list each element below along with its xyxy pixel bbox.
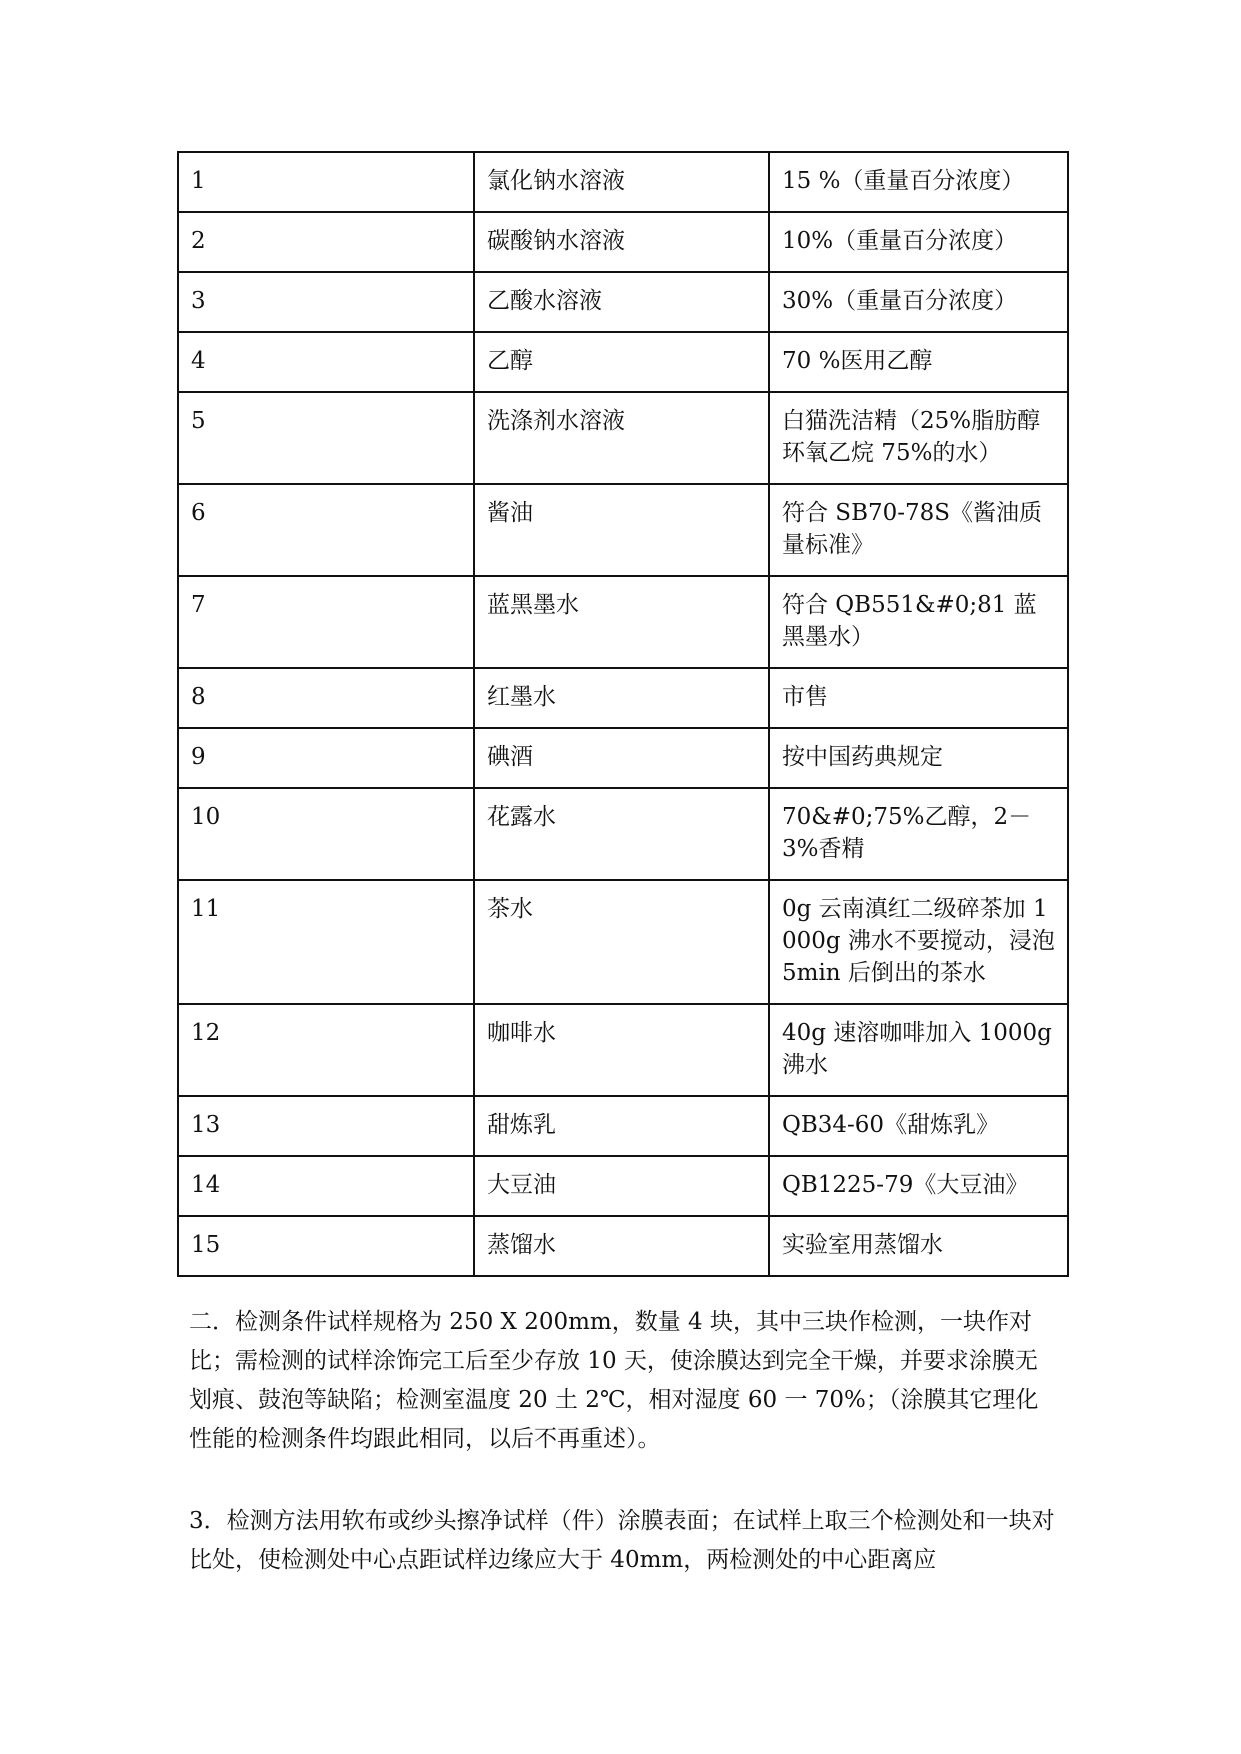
row-number-cell: 14 — [178, 1156, 474, 1216]
reagent-spec-cell: 白猫洗洁精（25%脂肪醇环氧乙烷 75%的水） — [769, 392, 1068, 484]
reagent-spec-cell: 30%（重量百分浓度） — [769, 272, 1068, 332]
reagent-name-cell: 花露水 — [474, 788, 769, 880]
reagent-name-cell: 蓝黑墨水 — [474, 576, 769, 668]
row-number-cell: 13 — [178, 1096, 474, 1156]
row-number-cell: 6 — [178, 484, 474, 576]
row-number-cell: 9 — [178, 728, 474, 788]
reagent-spec-cell: 按中国药典规定 — [769, 728, 1068, 788]
table-row — [178, 272, 1068, 332]
table-row — [178, 668, 1068, 728]
table-row — [178, 576, 1068, 668]
reagent-name-cell: 碳酸钠水溶液 — [474, 212, 769, 272]
table-row — [178, 1216, 1068, 1276]
reagent-name-cell: 茶水 — [474, 880, 769, 1004]
table-row — [178, 880, 1068, 1004]
row-number-cell: 10 — [178, 788, 474, 880]
row-number-cell: 8 — [178, 668, 474, 728]
row-number-cell: 15 — [178, 1216, 474, 1276]
reagent-name-cell: 咖啡水 — [474, 1004, 769, 1096]
table-row — [178, 788, 1068, 880]
reagent-name-cell: 酱油 — [474, 484, 769, 576]
reagent-name-cell: 甜炼乳 — [474, 1096, 769, 1156]
reagent-name-cell: 洗涤剂水溶液 — [474, 392, 769, 484]
row-number-cell: 2 — [178, 212, 474, 272]
table-row — [178, 332, 1068, 392]
table-row — [178, 212, 1068, 272]
reagent-spec-cell: 70&#0;75%乙醇，2－3%香精 — [769, 788, 1068, 880]
reagent-spec-cell: 40g 速溶咖啡加入 1000g 沸水 — [769, 1004, 1068, 1096]
reagent-name-cell: 乙酸水溶液 — [474, 272, 769, 332]
reagent-spec-cell: 15 %（重量百分浓度） — [769, 152, 1068, 212]
table-row — [178, 1156, 1068, 1216]
row-number-cell: 7 — [178, 576, 474, 668]
table-row — [178, 728, 1068, 788]
test-conditions-paragraph: 二．检测条件试样规格为 250 X 200mm，数量 4 块，其中三块作检测，一块作对比；需检测的试样涂饰完工后至少存放 10 天，使涂膜达到完全干燥，并要求涂膜无划痕、鼓泡等缺陷；检测室温度 20 土 2℃，相对湿度 60 一 70%；（涂膜其它理化性能的检测条件均跟此相同，以后不再重述）。 — [189, 1309, 1039, 1452]
reagent-spec-cell: 市售 — [769, 668, 1068, 728]
reagent-spec-cell: 实验室用蒸馏水 — [769, 1216, 1068, 1276]
table-row — [178, 152, 1068, 212]
reagent-name-cell: 碘酒 — [474, 728, 769, 788]
test-method-paragraph: 3．检测方法用软布或纱头擦净试样（件）涂膜表面；在试样上取三个检测处和一块对比处，使检测处中心点距试样边缘应大于 40mm，两检测处的中心距离应 — [189, 1508, 1055, 1573]
reagent-name-cell: 乙醇 — [474, 332, 769, 392]
reagent-table-body — [178, 152, 1068, 1276]
reagent-name-cell: 大豆油 — [474, 1156, 769, 1216]
reagent-table — [177, 151, 1069, 1277]
row-number-cell: 12 — [178, 1004, 474, 1096]
table-row — [178, 392, 1068, 484]
table-row — [178, 484, 1068, 576]
reagent-name-cell: 氯化钠水溶液 — [474, 152, 769, 212]
table-row — [178, 1004, 1068, 1096]
row-number-cell: 4 — [178, 332, 474, 392]
reagent-name-cell: 红墨水 — [474, 668, 769, 728]
reagent-spec-cell: 符合 SB70-78S《酱油质量标准》 — [769, 484, 1068, 576]
row-number-cell: 3 — [178, 272, 474, 332]
row-number-cell: 5 — [178, 392, 474, 484]
reagent-spec-cell: QB34-60《甜炼乳》 — [769, 1096, 1068, 1156]
reagent-spec-cell: 10%（重量百分浓度） — [769, 212, 1068, 272]
table-row — [178, 1096, 1068, 1156]
row-number-cell: 11 — [178, 880, 474, 1004]
reagent-name-cell: 蒸馏水 — [474, 1216, 769, 1276]
row-number-cell: 1 — [178, 152, 474, 212]
reagent-spec-cell: 符合 QB551&#0;81 蓝黑墨水） — [769, 576, 1068, 668]
reagent-spec-cell: QB1225-79《大豆油》 — [769, 1156, 1068, 1216]
reagent-spec-cell: 0g 云南滇红二级碎茶加 1000g 沸水不要搅动，浸泡 5min 后倒出的茶水 — [769, 880, 1068, 1004]
reagent-spec-cell: 70 %医用乙醇 — [769, 332, 1068, 392]
